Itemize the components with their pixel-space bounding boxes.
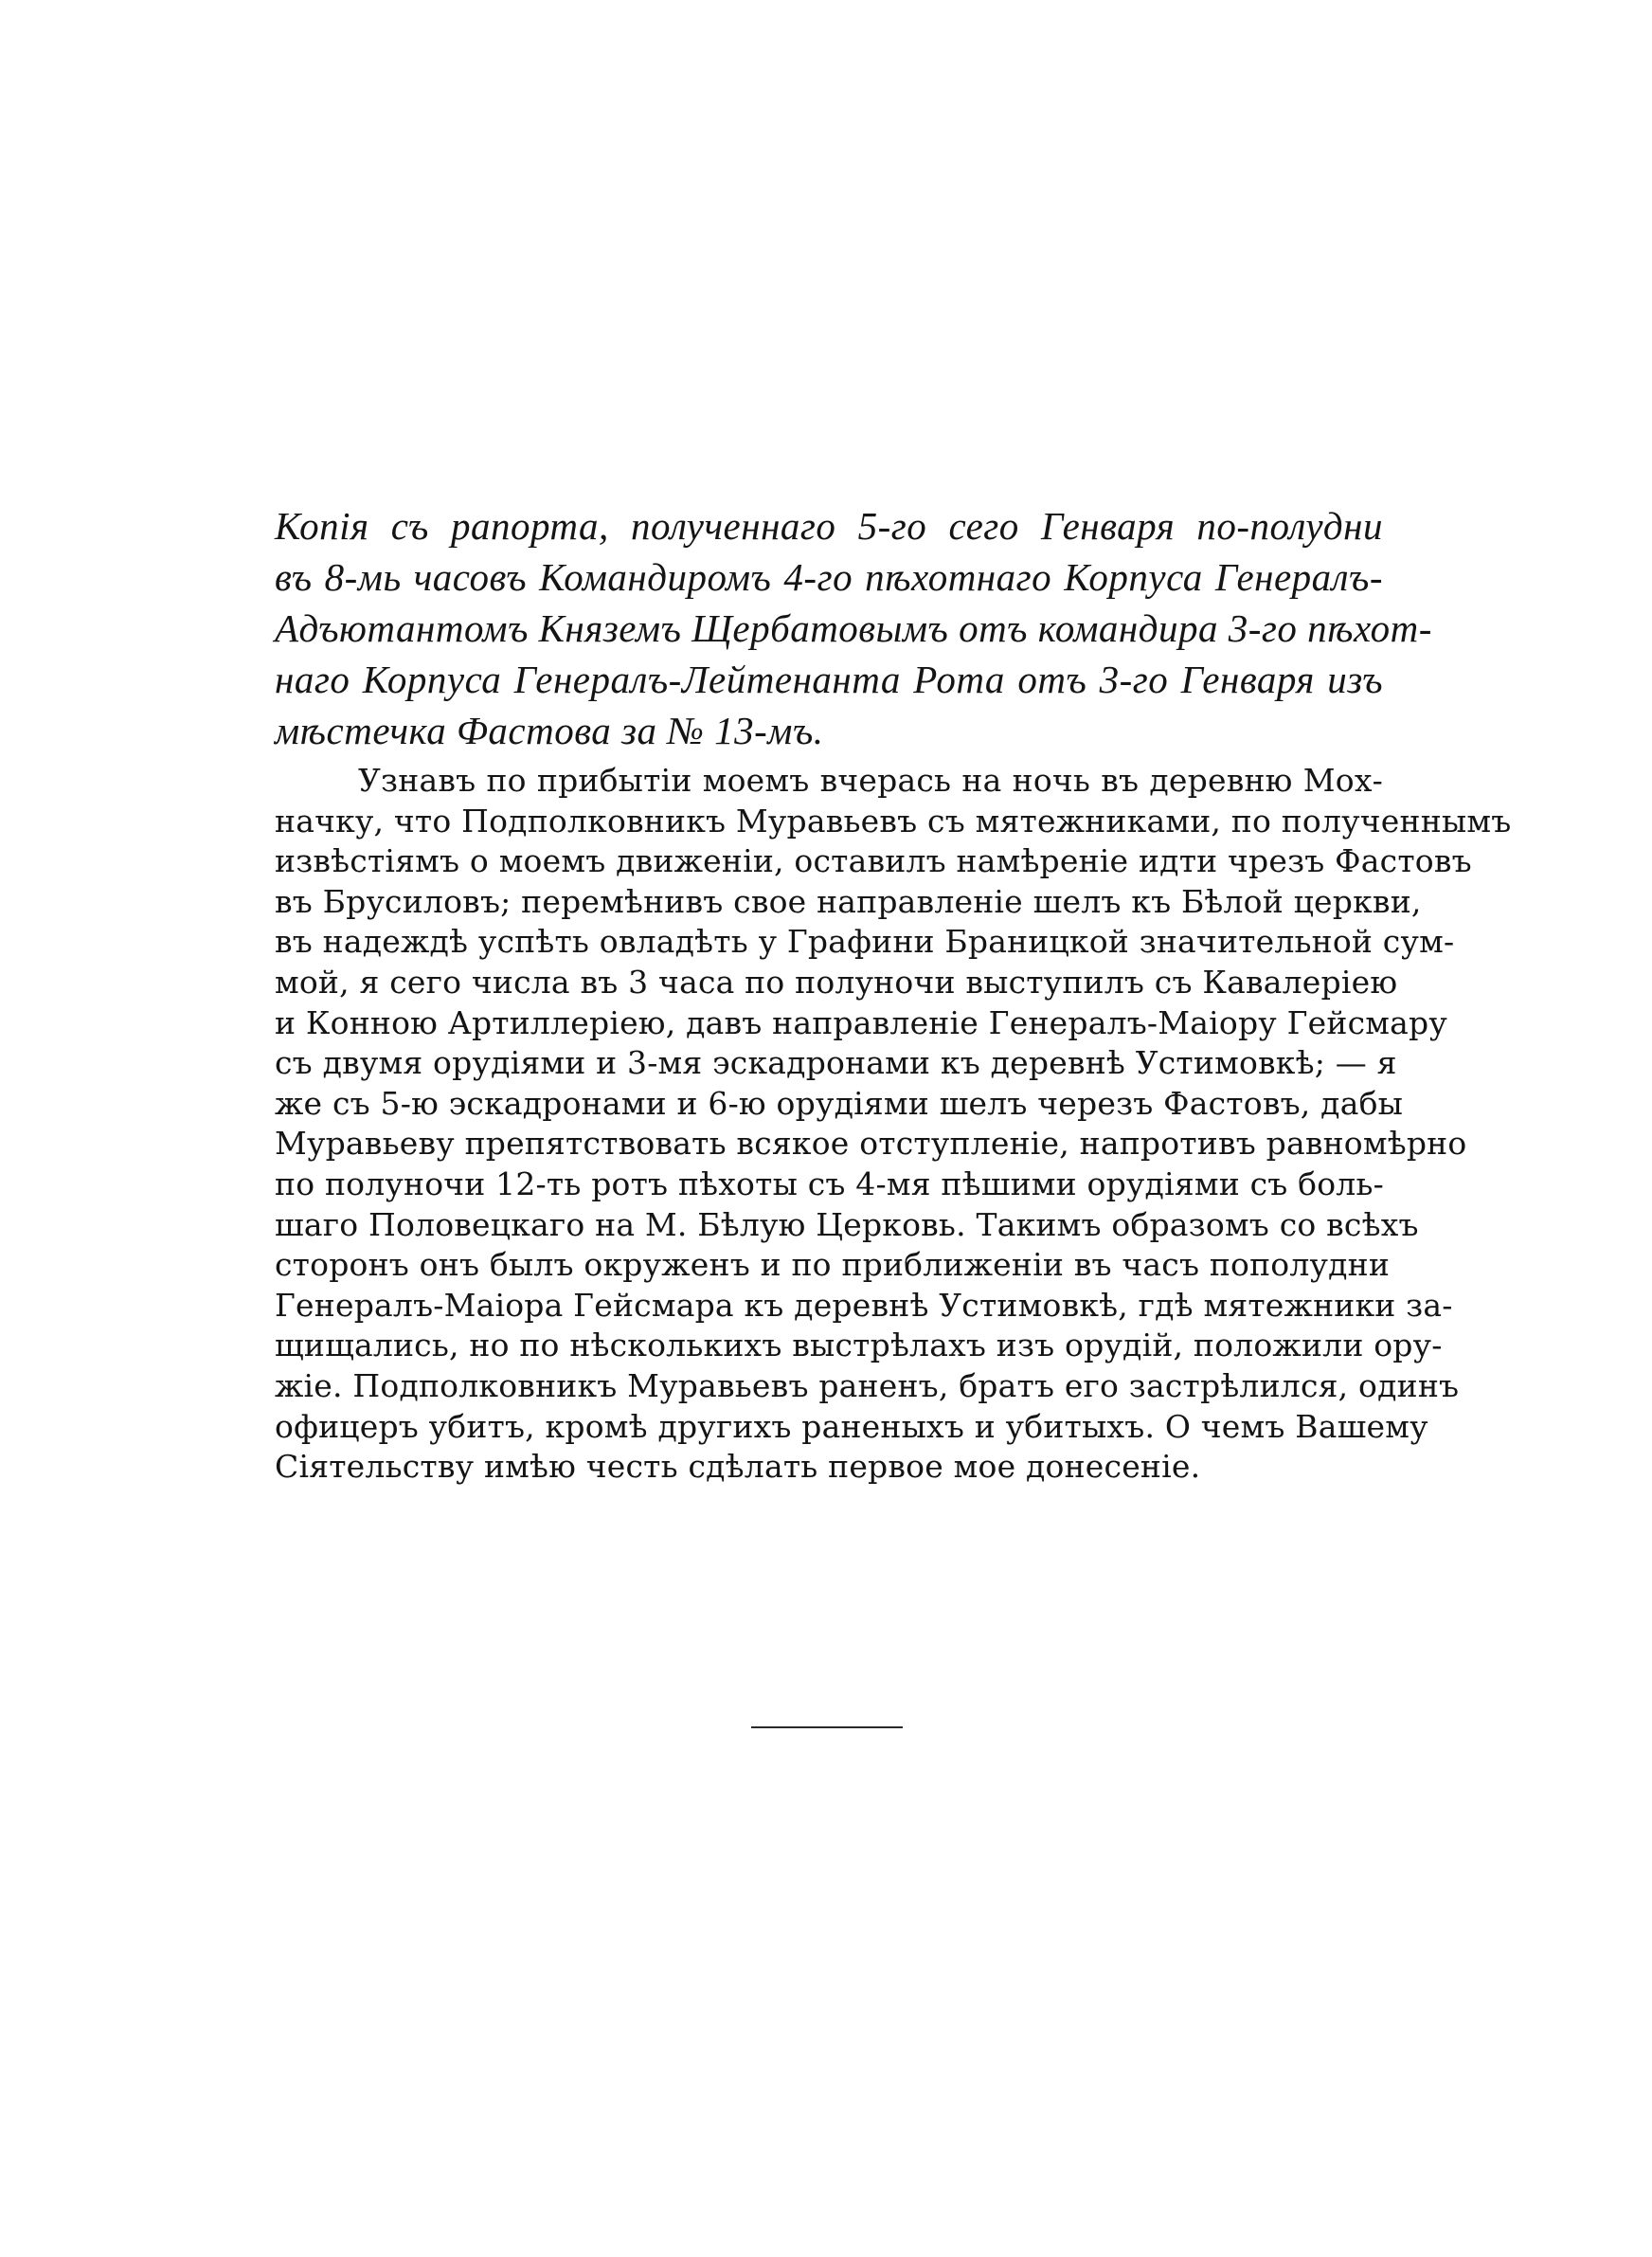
- body-line-3: извѣстіямъ о моемъ движеніи, оставилъ намѣреніе идти чрезъ Фастовъ: [275, 842, 1472, 880]
- body-line-5: въ надеждѣ успѣть овладѣть у Графини Браницкой значительной сум-: [275, 923, 1455, 961]
- closing-divider: [751, 1726, 903, 1728]
- body-line-14: Генералъ-Маіора Гейсмара къ деревнѣ Устимовкѣ, гдѣ мятежники за-: [275, 1286, 1453, 1324]
- heading-line-2: въ 8-мь часовъ Командиромъ 4-го пѣхотнаго Корпуса Генералъ-: [275, 555, 1383, 599]
- body-line-8: съ двумя орудіями и 3-мя эскадронами къ деревнѣ Устимовкѣ; — я: [275, 1044, 1397, 1082]
- heading-line-1: Копія съ рапорта, полученнаго 5-го сего Генваря по-полудни: [275, 504, 1383, 548]
- body-line-18: Сіятельству имѣю честь сдѣлать первое мое донесеніе.: [275, 1448, 1201, 1486]
- heading-line-3: Адъютантомъ Княземъ Щербатовымъ отъ командира 3-го пѣхот-: [275, 606, 1432, 650]
- report-heading: [275, 500, 1432, 756]
- body-line-11: по полуночи 12-ть ротъ пѣхоты съ 4-мя пѣшими орудіями съ боль-: [275, 1165, 1384, 1202]
- body-line-4: въ Брусиловъ; перемѣнивъ свое направленіе шелъ къ Бѣлой церкви,: [275, 882, 1422, 920]
- body-line-2: начку, что Подполковникъ Муравьевъ съ мятежниками, по полученнымъ: [275, 802, 1512, 840]
- report-body: [275, 761, 1512, 1488]
- heading-line-4: наго Корпуса Генералъ-Лейтенанта Рота отъ 3-го Генваря изъ: [275, 658, 1383, 701]
- body-line-12: шаго Половецкаго на М. Бѣлую Церковь. Такимъ образомъ со всѣхъ: [275, 1205, 1419, 1243]
- body-line-17: офицеръ убитъ, кромѣ другихъ раненыхъ и убитыхъ. О чемъ Вашему: [275, 1407, 1428, 1445]
- body-line-10: Муравьеву препятствовать всякое отступленіе, напротивъ равномѣрно: [275, 1125, 1467, 1163]
- body-line-13: сторонъ онъ былъ окруженъ и по приближеніи въ часъ пополудни: [275, 1246, 1391, 1284]
- body-line-6: мой, я сего числа въ 3 часа по полуночи выступилъ съ Кавалеріею: [275, 963, 1398, 1001]
- body-line-1: Узнавъ по прибытіи моемъ вчерась на ночь въ деревню Мох-: [358, 762, 1383, 799]
- body-line-9: же съ 5-ю эскадронами и 6-ю орудіями шелъ черезъ Фастовъ, дабы: [275, 1084, 1404, 1122]
- body-line-15: щищались, но по нѣсколькихъ выстрѣлахъ изъ орудій, положили ору-: [275, 1327, 1443, 1364]
- body-line-7: и Конною Артиллеріею, давъ направленіе Генералъ-Маіору Гейсмару: [275, 1003, 1447, 1041]
- heading-line-5: мѣстечка Фастова за № 13-мъ.: [275, 709, 824, 752]
- body-line-16: жіе. Подполковникъ Муравьевъ раненъ, братъ его застрѣлился, одинъ: [275, 1366, 1460, 1404]
